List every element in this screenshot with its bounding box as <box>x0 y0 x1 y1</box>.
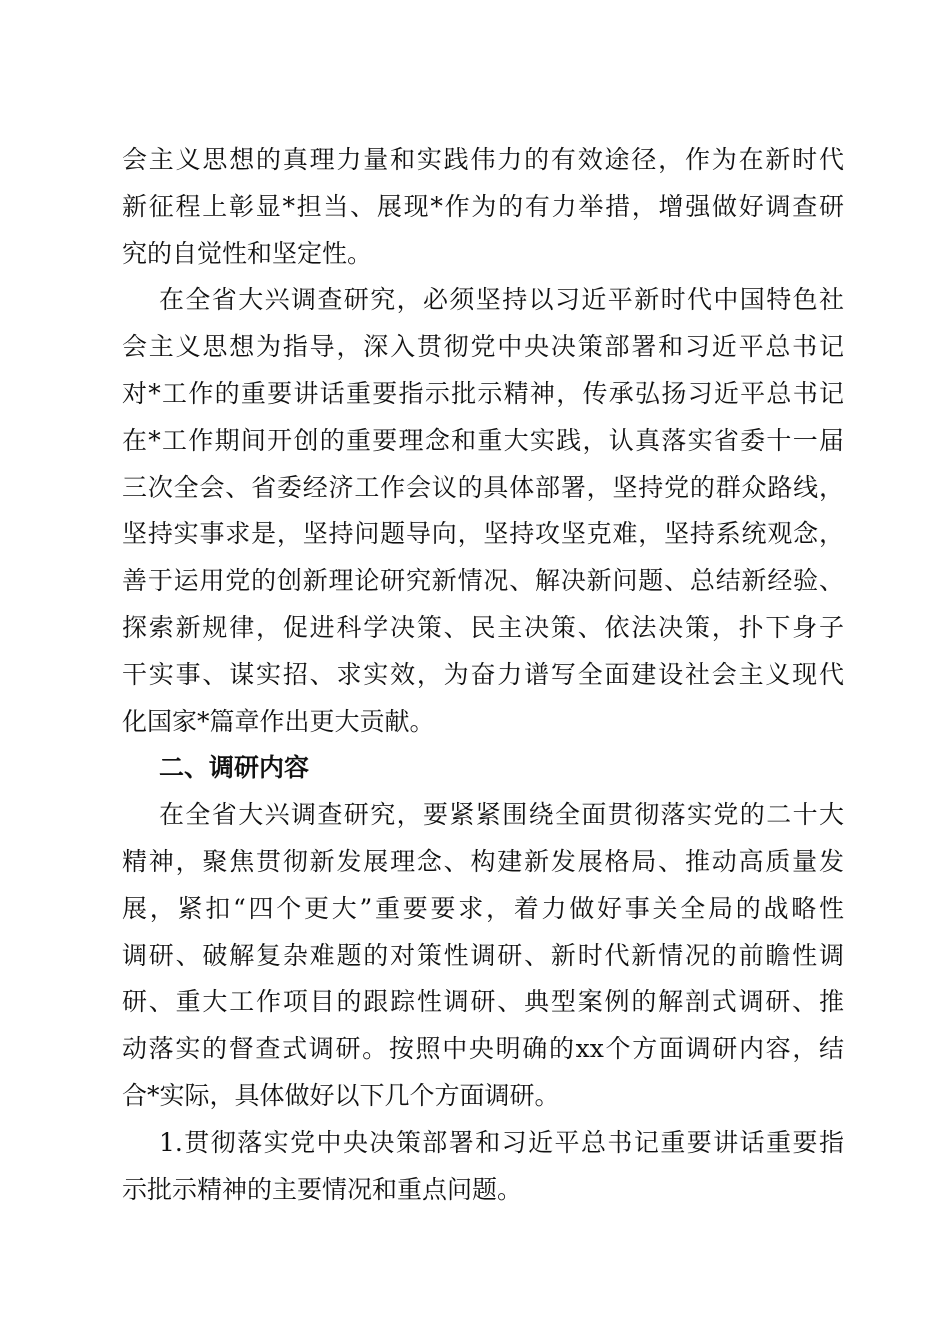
paragraph <box>122 137 844 277</box>
text-line: 示批示精神的主要情况和重点问题。 <box>122 1174 523 1204</box>
text-line: 坚持实事求是，坚持问题导向，坚持攻坚克难，坚持系统观念， <box>122 519 844 549</box>
text-line: 新征程上彰显*担当、展现*作为的有力举措，增强做好调查研 <box>122 191 844 221</box>
text-line: 调研、破解复杂难题的对策性调研、新时代新情况的前瞻性调 <box>122 940 844 970</box>
paragraph <box>122 277 844 745</box>
paragraph <box>122 1120 844 1214</box>
text-line: 在全省大兴调查研究，必须坚持以习近平新时代中国特色社 <box>159 285 844 315</box>
text-line: 展，紧扣“四个更大”重要要求，着力做好事关全局的战略性 <box>122 893 844 923</box>
section-heading <box>122 745 844 792</box>
text-line: 精神，聚焦贯彻新发展理念、构建新发展格局、推动高质量发 <box>122 846 844 876</box>
text-line: 究的自觉性和坚定性。 <box>122 238 373 268</box>
text-line: 探索新规律，促进科学决策、民主决策、依法决策，扑下身子 <box>122 612 844 642</box>
paragraph <box>122 792 844 1120</box>
text-line: 1.贯彻落实党中央决策部署和习近平总书记重要讲话重要指 <box>159 1127 844 1157</box>
text-line: 三次全会、省委经济工作会议的具体部署，坚持党的群众路线， <box>122 472 844 502</box>
text-line: 合*实际，具体做好以下几个方面调研。 <box>122 1080 560 1110</box>
text-line: 对*工作的重要讲话重要指示批示精神，传承弘扬习近平总书记 <box>122 378 844 408</box>
text-line: 化国家*篇章作出更大贡献。 <box>122 706 435 736</box>
text-line: 研、重大工作项目的跟踪性调研、典型案例的解剖式调研、推 <box>122 987 844 1017</box>
text-line: 动落实的督查式调研。按照中央明确的xx个方面调研内容，结 <box>122 1034 844 1064</box>
text-line: 会主义思想为指导，深入贯彻党中央决策部署和习近平总书记 <box>122 332 844 362</box>
heading-text: 二、调研内容 <box>159 753 310 783</box>
text-line: 善于运用党的创新理论研究新情况、解决新问题、总结新经验、 <box>122 566 844 596</box>
text-line: 会主义思想的真理力量和实践伟力的有效途径，作为在新时代 <box>122 145 844 174</box>
document-page <box>122 137 844 1213</box>
text-line: 在全省大兴调查研究，要紧紧围绕全面贯彻落实党的二十大 <box>159 800 844 830</box>
text-line: 在*工作期间开创的重要理念和重大实践，认真落实省委十一届 <box>122 425 844 455</box>
text-line: 干实事、谋实招、求实效，为奋力谱写全面建设社会主义现代 <box>122 659 844 689</box>
